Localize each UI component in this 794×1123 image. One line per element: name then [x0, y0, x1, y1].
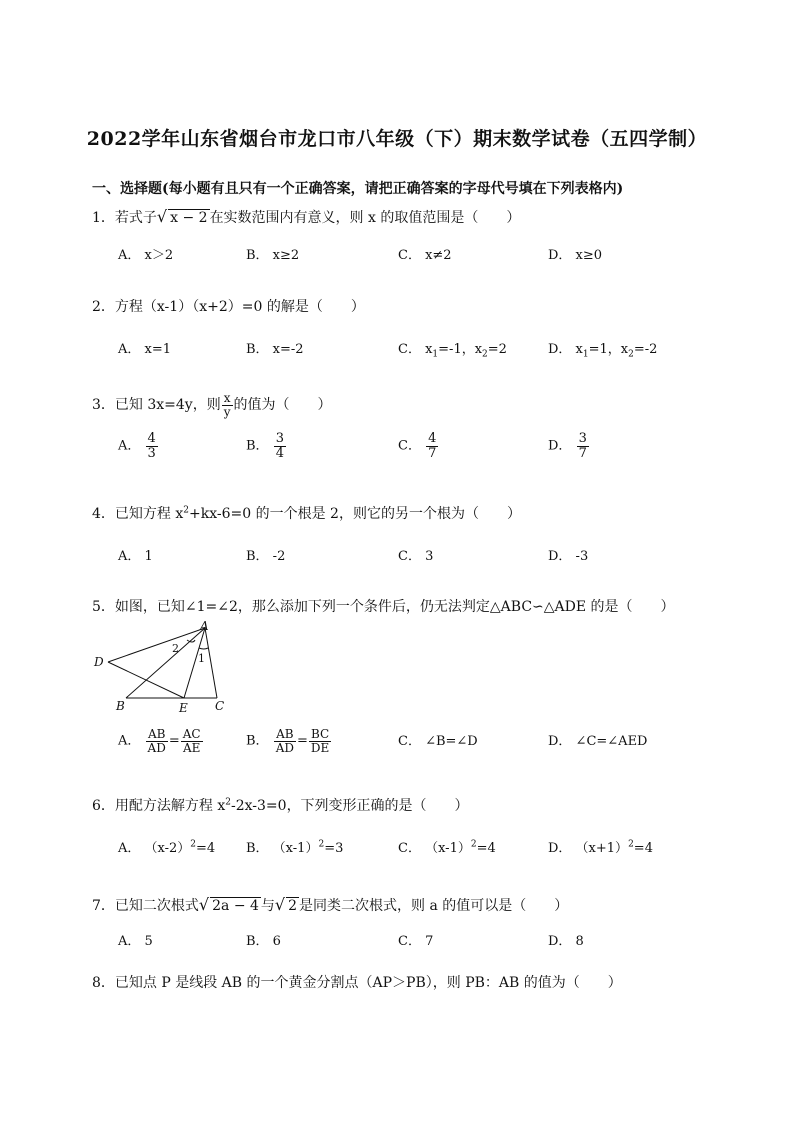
- q5-option-b[interactable]: B． $\frac{AB}{AD}$ = $\frac{BC}{DE}$: [246, 727, 330, 755]
- label-c: C: [215, 699, 225, 713]
- q3-option-b[interactable]: B． $\frac{3}{4}$: [246, 431, 284, 461]
- label-b: B: [116, 699, 125, 713]
- paper-title: 2022学年山东省烟台市龙口市八年级（下）期末数学试卷（五四学制）: [86, 128, 708, 150]
- section-heading: 一、选择题(每小题有且只有一个正确答案，请把正确答案的字母代号填在下列表格内): [92, 181, 624, 197]
- segment-ad: [108, 628, 205, 662]
- question-3: 3．已知 3x=4y，则 $\frac{x}{y}$ 的值为（ ）: [92, 391, 332, 419]
- question-1: 1．若式子√ x − 2 在实数范围内有意义，则 x 的取值范围是（ ）: [92, 207, 521, 226]
- q5-option-c[interactable]: C． ∠B=∠D: [398, 734, 478, 749]
- segment-ac: [205, 628, 217, 698]
- question-7: 7．已知二次根式√ 2a − 4 与√ 2 是同类二次根式，则 a 的值可以是（ ）: [92, 895, 569, 914]
- question-2: 2．方程（x-1）（x+2）=0 的解是（ ）: [92, 299, 365, 315]
- q4-option-b[interactable]: B． -2: [246, 549, 286, 564]
- label-d: D: [94, 655, 104, 669]
- radical-sign: √: [198, 895, 210, 914]
- label-angle-2: 2: [172, 642, 179, 655]
- q2-option-c[interactable]: C． $x_1=-1$，$x_2=2$: [398, 342, 507, 360]
- question-8: 8．已知点 P 是线段 AB 的一个黄金分割点（AP＞PB），则 PB：AB 的值为（ ）: [92, 975, 622, 991]
- q1-option-a[interactable]: A． x＞2: [118, 248, 174, 263]
- q2-option-b[interactable]: B． x=-2: [246, 342, 304, 357]
- q4-option-a[interactable]: A． 1: [118, 549, 153, 564]
- segment-ab: [126, 628, 205, 698]
- q7-option-d[interactable]: D． 8: [548, 934, 584, 949]
- q3-option-a[interactable]: A． $\frac{4}{3}$: [118, 431, 156, 461]
- q6-option-a[interactable]: A． $(x-2)^2=4$: [118, 839, 216, 856]
- label-e: E: [179, 701, 188, 715]
- angle-1-arc: [199, 648, 208, 649]
- q6-option-d[interactable]: D． $(x+1)^2=4$: [548, 839, 653, 856]
- question-5: 5．如图，已知∠1=∠2，那么添加下列一个条件后，仍无法判定△ABC∽△ADE 的是（ ）: [92, 599, 675, 615]
- radical-sign: √: [156, 207, 168, 226]
- q4-option-d[interactable]: D． -3: [548, 549, 589, 564]
- q1-option-b[interactable]: B． x≥2: [246, 248, 300, 263]
- radical-sign: √: [274, 895, 286, 914]
- q6-option-b[interactable]: B． $(x-1)^2=3$: [246, 839, 344, 856]
- label-a: A: [200, 620, 209, 633]
- q5-option-a[interactable]: A． $\frac{AB}{AD}$ = $\frac{AC}{AE}$: [118, 727, 201, 755]
- q1-option-d[interactable]: D． x≥0: [548, 248, 603, 263]
- q3-option-d[interactable]: D． $\frac{3}{7}$: [548, 431, 587, 461]
- question-6: 6．用配方法解方程 $x^2-2x-3=0$，下列变形正确的是（ ）: [92, 797, 469, 814]
- q4-option-c[interactable]: C． 3: [398, 549, 434, 564]
- q7-option-a[interactable]: A． 5: [118, 934, 153, 949]
- triangle-figure: [92, 620, 242, 715]
- question-4: 4．已知方程 $x^2+kx-6=0$ 的一个根是 2，则它的另一个根为（ ）: [92, 505, 521, 522]
- q7-option-c[interactable]: C． 7: [398, 934, 434, 949]
- q6-option-c[interactable]: C． $(x-1)^2=4$: [398, 839, 496, 856]
- q2-option-d[interactable]: D． $x_1=1$，$x_2=-2$: [548, 342, 658, 360]
- label-angle-1: 1: [198, 652, 205, 665]
- q2-option-a[interactable]: A． x=1: [118, 342, 172, 357]
- q7-option-b[interactable]: B． 6: [246, 934, 281, 949]
- q1-option-c[interactable]: C． x≠2: [398, 248, 452, 263]
- q5-option-d[interactable]: D． ∠C=∠AED: [548, 734, 648, 749]
- q3-option-c[interactable]: C． $\frac{4}{7}$: [398, 431, 437, 461]
